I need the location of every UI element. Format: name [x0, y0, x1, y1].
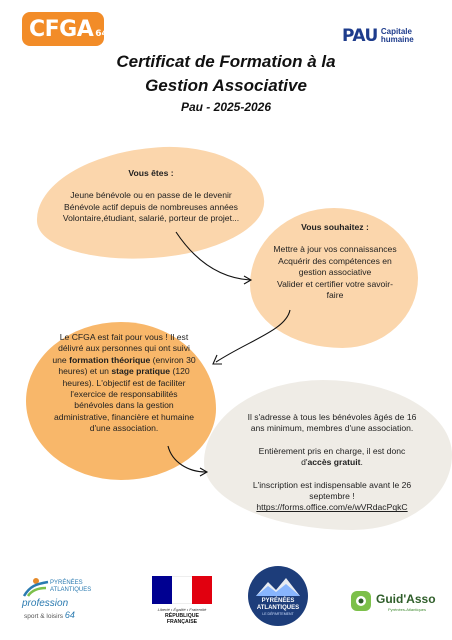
- republique-motto: Liberté • Égalité • Fraternité: [157, 607, 207, 612]
- page-title-line1: Certificat de Formation à la: [116, 52, 336, 71]
- guidasso-logo: [350, 588, 440, 622]
- pau-logo: [342, 26, 414, 46]
- block-inscription: [232, 412, 432, 514]
- republique-line1: RÉPUBLIQUE: [164, 613, 199, 619]
- pyrenees-profession-number: 64: [64, 610, 75, 620]
- pour-vous-line: administrative, financière et humaine: [54, 411, 194, 422]
- cfga-logo-number: 64: [95, 29, 108, 39]
- pour-vous-text: (120: [170, 366, 190, 377]
- pour-vous-line: heures). L'objectif est de faciliter: [62, 377, 186, 388]
- pour-vous-line: [40, 355, 208, 366]
- pyrenees-atlantiques-line2: ATLANTIQUES: [256, 604, 300, 611]
- pour-vous-text: (environ 30: [150, 354, 196, 365]
- republique-francaise-logo: [148, 576, 216, 626]
- page-subtitle: Pau - 2025-2026: [180, 100, 272, 114]
- pour-vous-text: heures) et un: [58, 366, 112, 377]
- block-vous-etes-heading: Vous êtes :: [128, 168, 174, 178]
- pour-vous-line: bénévoles dans la gestion: [74, 400, 174, 411]
- pyrenees-profession-sport-text: sport & loisirs: [24, 613, 64, 620]
- guidasso-emblem-icon: [350, 590, 372, 612]
- acces-gratuit-highlight: accès gratuit: [307, 457, 361, 468]
- formation-theorique-highlight: formation théorique: [69, 354, 151, 365]
- pyrenees-atlantiques-logo: [248, 566, 308, 626]
- block-vous-etes: [48, 168, 254, 225]
- inscription-line: septembre !: [309, 491, 355, 502]
- pyrenees-atlantiques-sub: LE DÉPARTEMENT: [262, 612, 294, 616]
- republique-line2: FRANÇAISE: [166, 619, 198, 625]
- inscription-link[interactable]: https://forms.office.com/e/wVRdacPqkC: [256, 502, 408, 513]
- arrow-2-head: [213, 355, 222, 364]
- pour-vous-line: d'une association.: [89, 423, 159, 434]
- pyrenees-profession-sport: [24, 610, 75, 620]
- block-pour-vous: [40, 332, 208, 435]
- pau-tagline-2: humaine: [380, 35, 414, 44]
- pour-vous-line: [40, 366, 208, 377]
- inscription-text: .: [360, 457, 363, 468]
- guidasso-sub: Pyrénées-Atlantiques: [388, 607, 427, 612]
- pyrenees-profession-word: profession: [22, 598, 69, 609]
- pyrenees-profession-line1: PYRÉNÉES: [50, 580, 83, 586]
- block-vous-souhaitez: [254, 222, 416, 301]
- pyrenees-profession-line2: ATLANTIQUES: [50, 586, 92, 593]
- block-vous-etes-line: Jeune bénévole ou en passe de le devenir: [70, 190, 232, 201]
- inscription-line: Entièrement pris en charge, il est donc: [258, 445, 406, 456]
- block-vous-souhaitez-line: Acquérir des compétences en: [278, 255, 392, 266]
- stage-pratique-highlight: stage pratique: [111, 366, 171, 377]
- pyrenees-profession-logo: [20, 576, 98, 620]
- republique-name: [148, 613, 216, 625]
- pau-logo-text: PAU: [342, 26, 378, 46]
- block-vous-etes-line: Volontaire,étudiant, salarié, porteur de projet...: [62, 213, 240, 224]
- inscription-line: [232, 457, 432, 468]
- inscription-line: Il s'adresse à tous les bénévoles âgés de 16: [247, 412, 417, 422]
- inscription-text: d': [301, 457, 308, 468]
- pau-logo-tagline: [381, 28, 414, 44]
- cfga-logo-text: CFGA: [29, 16, 94, 42]
- inscription-line: L'inscription est indispensable avant le 26: [252, 479, 412, 490]
- block-vous-souhaitez-line: gestion associative: [298, 267, 372, 278]
- french-flag-icon: [152, 576, 212, 604]
- block-vous-souhaitez-heading: Vous souhaitez :: [301, 222, 369, 232]
- pyrenees-atlantiques-name: [248, 598, 308, 611]
- pour-vous-line: l'exercice de responsabilités: [70, 389, 178, 400]
- pour-vous-line: Le CFGA est fait pour vous ! Il est: [59, 332, 189, 342]
- mountains-icon: [256, 576, 300, 596]
- pyrenees-atlantiques-line1: PYRÉNÉES: [261, 598, 295, 604]
- pour-vous-text: une: [52, 354, 70, 365]
- guidasso-name: Guid'Asso: [376, 592, 436, 606]
- block-vous-souhaitez-line: Mettre à jour vos connaissances: [273, 244, 397, 255]
- cfga-logo: [22, 12, 108, 46]
- inscription-line: ans minimum, membres d'une association.: [250, 423, 414, 434]
- block-vous-souhaitez-line: faire: [326, 290, 344, 301]
- pour-vous-line: délivré aux personnes qui ont suivi: [58, 343, 190, 354]
- page-title-line2: Gestion Associative: [145, 76, 307, 95]
- block-vous-etes-line: Bénévole actif depuis de nombreuses années: [64, 201, 238, 212]
- pyrenees-profession-emblem-icon: [22, 576, 50, 598]
- block-vous-souhaitez-line: Valider et certifier votre savoir-: [277, 278, 393, 289]
- pau-tagline-1: Capitale: [380, 27, 412, 36]
- pyrenees-profession-region: [50, 580, 91, 593]
